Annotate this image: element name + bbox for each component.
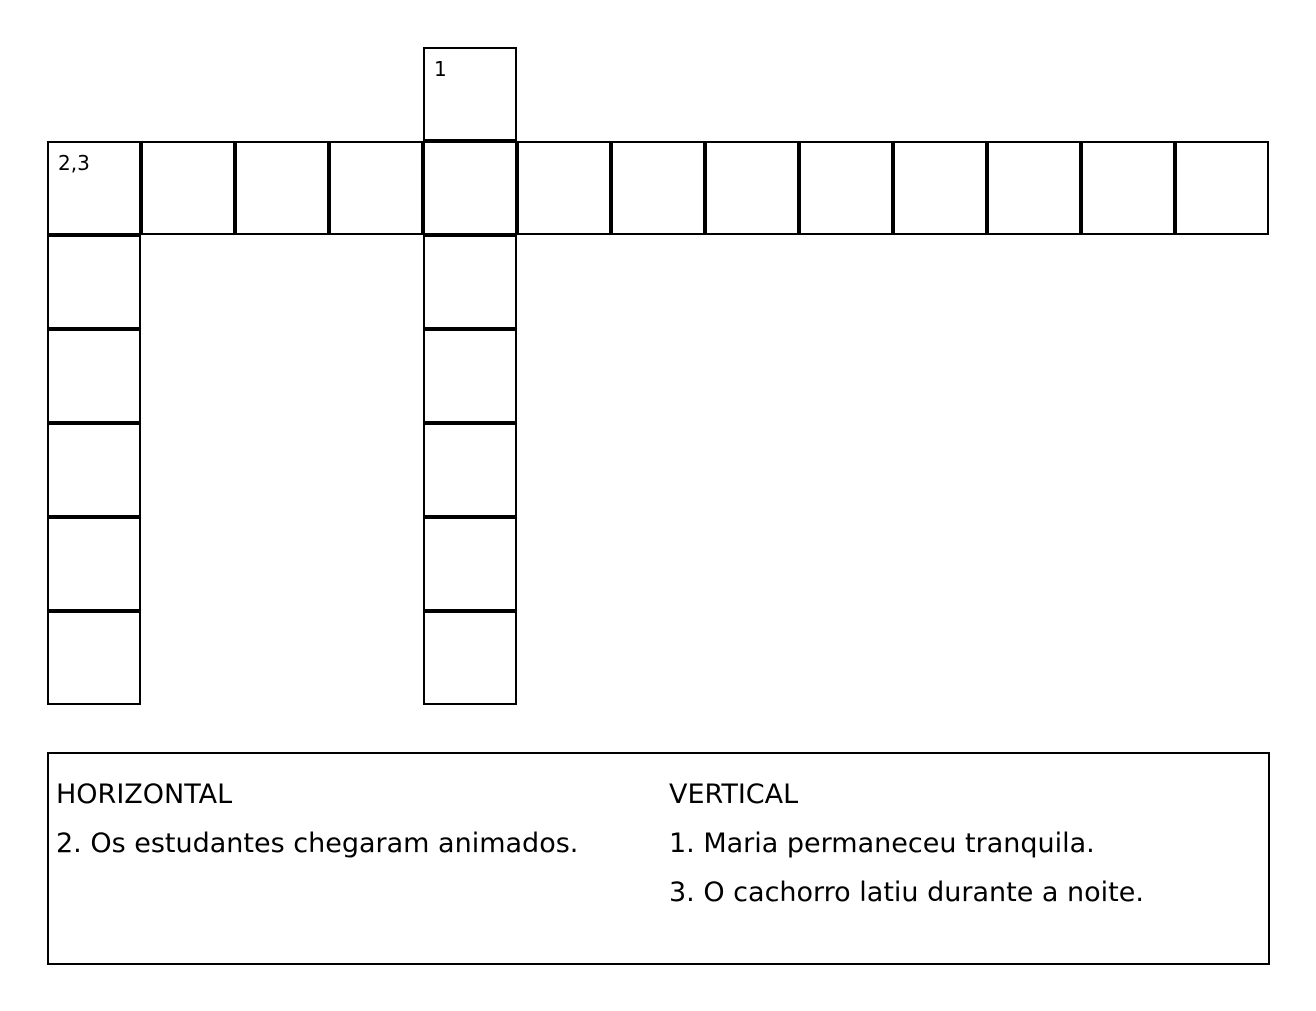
horizontal-clues bbox=[56, 770, 578, 868]
clue-vertical-1: 1. Maria permaneceu tranquila. bbox=[669, 828, 1095, 859]
horizontal-heading: HORIZONTAL bbox=[56, 779, 233, 810]
clue-horizontal-2: 2. Os estudantes chegaram animados. bbox=[56, 828, 579, 859]
crossword-cell[interactable] bbox=[235, 141, 329, 235]
clues-panel bbox=[47, 752, 1270, 965]
crossword-cell[interactable] bbox=[47, 611, 141, 705]
crossword-cell[interactable] bbox=[893, 141, 987, 235]
crossword-cell[interactable] bbox=[1081, 141, 1175, 235]
crossword-cell[interactable] bbox=[141, 141, 235, 235]
crossword-cell[interactable] bbox=[423, 329, 517, 423]
crossword-cell[interactable] bbox=[47, 517, 141, 611]
crossword-cell[interactable] bbox=[611, 141, 705, 235]
crossword-cell[interactable] bbox=[705, 141, 799, 235]
crossword-cell[interactable] bbox=[423, 423, 517, 517]
crossword-cell[interactable] bbox=[517, 141, 611, 235]
crossword-cell[interactable] bbox=[47, 423, 141, 517]
crossword-cell[interactable] bbox=[47, 329, 141, 423]
vertical-clues bbox=[669, 770, 1144, 917]
crossword-cell[interactable] bbox=[1175, 141, 1269, 235]
clue-number-label: 2,3 bbox=[58, 151, 90, 175]
crossword-cell[interactable] bbox=[423, 141, 517, 235]
crossword-cell[interactable] bbox=[329, 141, 423, 235]
crossword-cell[interactable] bbox=[423, 47, 517, 141]
crossword-cell[interactable] bbox=[47, 235, 141, 329]
clue-vertical-3: 3. O cachorro latiu durante a noite. bbox=[669, 877, 1144, 908]
crossword-cell[interactable] bbox=[987, 141, 1081, 235]
crossword-cell[interactable] bbox=[423, 235, 517, 329]
crossword-cell[interactable] bbox=[423, 611, 517, 705]
clue-number-label: 1 bbox=[434, 57, 447, 81]
crossword-cell[interactable] bbox=[47, 141, 141, 235]
crossword-cell[interactable] bbox=[799, 141, 893, 235]
crossword-cell[interactable] bbox=[423, 517, 517, 611]
vertical-heading: VERTICAL bbox=[669, 779, 799, 810]
